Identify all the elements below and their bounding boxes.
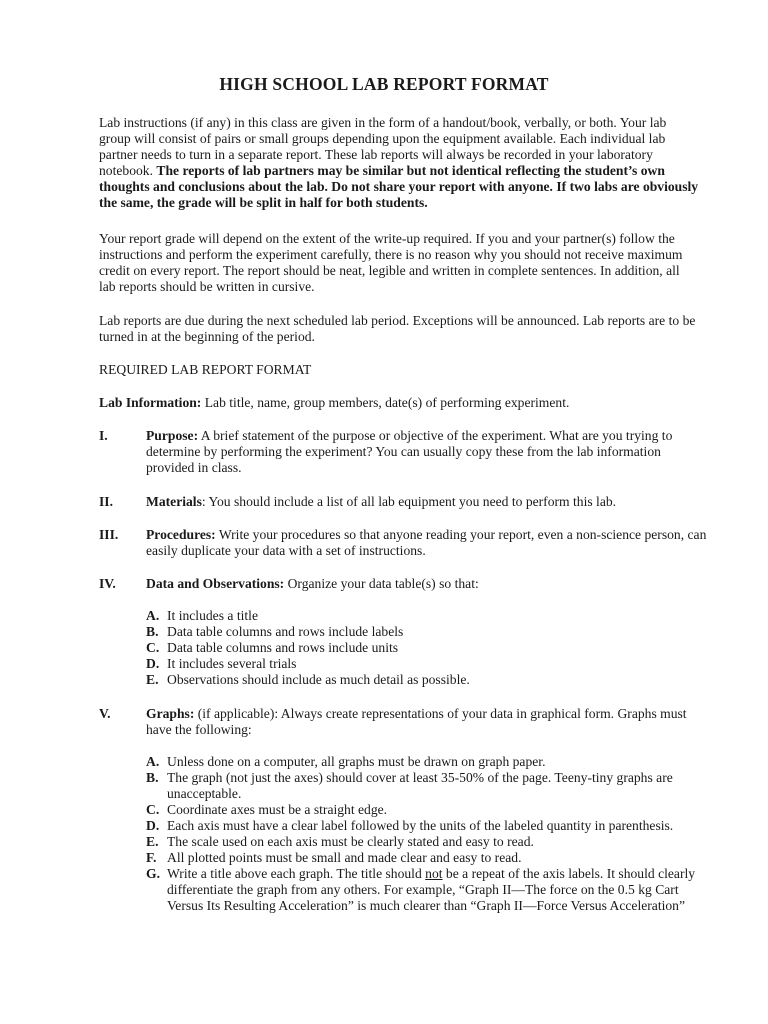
list-item — [146, 754, 711, 770]
list-item-text: Data table columns and rows include units — [167, 640, 399, 655]
section-number-purpose: I. — [99, 428, 108, 443]
grade-paragraph: Your report grade will depend on the extent of the write-up required. If you and your partner(s) follow the instructions and perform the experiment carefully, there is no reason why you should not receive maximum credit on every report. The report should be neat, legible and written in complete sentences. In addition, all lab reports should be written in cursive. — [99, 231, 683, 294]
list-item-text: Observations should include as much detail as possible. — [167, 672, 470, 687]
intro-paragraph — [99, 115, 699, 211]
list-item-letter: D. — [146, 818, 160, 833]
list-item-text: Unless done on a computer, all graphs must be drawn on graph paper. — [167, 754, 546, 769]
list-item-text: All plotted points must be small and made clear and easy to read. — [167, 850, 522, 865]
lab-information — [99, 395, 699, 411]
list-item — [146, 818, 711, 834]
section-graphs — [146, 706, 711, 738]
list-item — [146, 624, 711, 640]
list-item — [146, 802, 711, 818]
section-materials-text: : You should include a list of all lab equipment you need to perform this lab. — [201, 494, 617, 509]
list-item — [146, 850, 711, 866]
list-item-text: The scale used on each axis must be clearly stated and easy to read. — [167, 834, 534, 849]
intro-text: Lab instructions (if any) in this class are given in the form of a handout/book, verbally, or both. Your lab group will consist of pairs or small groups depending upon the equipment available. Each individual lab partner needs to turn in a separate report. These lab reports will always be recorded in your laboratory notebook. — [99, 115, 667, 178]
list-item-letter: B. — [146, 770, 159, 785]
section-graphs-text: (if applicable): Always create representations of your data in graphical form. Graphs must have the following: — [146, 706, 687, 737]
list-item-letter: A. — [146, 608, 160, 623]
list-item — [146, 834, 711, 850]
list-item-text: It includes a title — [167, 608, 258, 623]
section-materials — [146, 494, 711, 510]
document-title: HIGH SCHOOL LAB REPORT FORMAT — [219, 74, 549, 94]
section-number-materials: II. — [99, 494, 113, 509]
list-item — [146, 672, 711, 688]
list-item-letter: E. — [146, 672, 159, 687]
section-procedures-label: Procedures: — [146, 527, 216, 542]
list-item-text: Write a title above each graph. The title should — [167, 866, 426, 881]
section-graphs-label: Graphs: — [146, 706, 195, 721]
list-item-text-continued: be a repeat of the axis labels. It should clearly differentiate the graph from any others. For example, “Graph II—The force on the 0.5 kg Cart Versus Its Resulting Acceleration” is much clearer than “Graph II—Force Versus Acceleration” — [167, 866, 696, 913]
lab-information-label: Lab Information: — [99, 395, 202, 410]
list-item-letter: E. — [146, 834, 159, 849]
list-item-letter: A. — [146, 754, 160, 769]
list-item-letter: G. — [146, 866, 160, 881]
intro-bold-text: The reports of lab partners may be similar but not identical reflecting the student’s own thoughts and conclusions about the lab. Do not share your report with anyone. If two labs are obviously the same, the grade will be split in half for both students. — [99, 163, 699, 210]
list-item — [146, 656, 711, 672]
list-item-text: It includes several trials — [167, 656, 297, 671]
list-item-text: Coordinate axes must be a straight edge. — [167, 802, 388, 817]
graph-requirements-list — [146, 754, 711, 914]
section-data — [146, 576, 711, 592]
list-item-letter: D. — [146, 656, 160, 671]
required-format-heading: REQUIRED LAB REPORT FORMAT — [99, 362, 312, 377]
list-item-text: The graph (not just the axes) should cover at least 35-50% of the page. Teeny-tiny graphs are unacceptable. — [167, 770, 673, 801]
section-data-label: Data and Observations: — [146, 576, 285, 591]
list-item — [146, 866, 711, 914]
section-procedures — [146, 527, 711, 559]
list-item-text: Data table columns and rows include labels — [167, 624, 404, 639]
list-item-text: Each axis must have a clear label followed by the units of the labeled quantity in parenthesis. — [167, 818, 674, 833]
list-item-letter: C. — [146, 802, 160, 817]
section-number-data: IV. — [99, 576, 116, 591]
due-paragraph: Lab reports are due during the next scheduled lab period. Exceptions will be announced. Lab reports are to be turned in at the beginning of the period. — [99, 313, 696, 344]
section-number-graphs: V. — [99, 706, 111, 721]
underlined-word: not — [425, 866, 443, 881]
section-number-procedures: III. — [99, 527, 119, 542]
section-purpose-label: Purpose: — [146, 428, 199, 443]
list-item — [146, 608, 711, 624]
list-item — [146, 640, 711, 656]
list-item-letter: B. — [146, 624, 159, 639]
section-materials-label: Materials — [146, 494, 202, 509]
data-requirements-list — [146, 608, 711, 688]
section-purpose — [146, 428, 711, 476]
section-data-text: Organize your data table(s) so that: — [284, 576, 479, 591]
section-purpose-text: A brief statement of the purpose or objective of the experiment. What are you trying to determine by performing the experiment? You can usually copy these from the lab information provided in class. — [146, 428, 673, 475]
list-item-letter: C. — [146, 640, 160, 655]
list-item — [146, 770, 711, 802]
section-procedures-text: Write your procedures so that anyone reading your report, even a non-science person, can easily duplicate your data with a set of instructions. — [146, 527, 707, 558]
list-item-letter: F. — [146, 850, 157, 865]
lab-information-text: Lab title, name, group members, date(s) of performing experiment. — [201, 395, 570, 410]
